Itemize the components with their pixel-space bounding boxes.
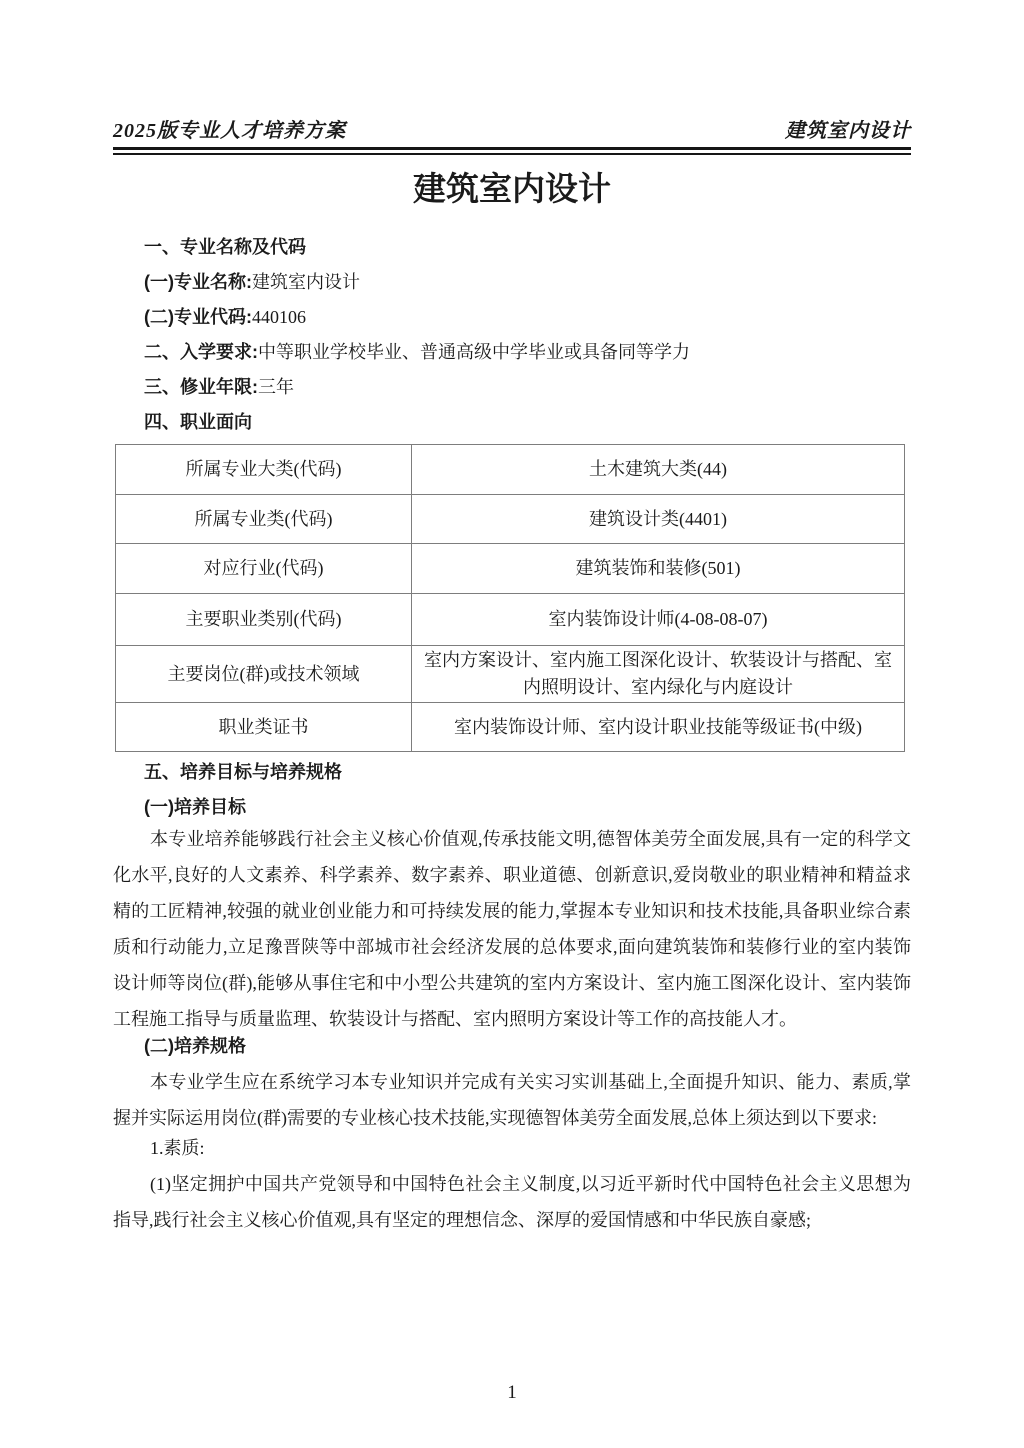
occupation-table-value-cell: 室内装饰设计师(4-08-08-07)	[412, 594, 905, 646]
page-number: 1	[507, 1382, 517, 1403]
study-duration-label: 三、修业年限:	[144, 377, 258, 397]
entry-requirement-label: 二、入学要求:	[144, 342, 258, 362]
quality-heading: 1.素质:	[150, 1138, 205, 1158]
occupation-table-value-cell: 室内方案设计、室内施工图深化设计、软装设计与搭配、室内照明设计、室内绿化与内庭设计	[412, 646, 905, 703]
entry-requirement-value: 中等职业学校毕业、普通高级中学毕业或具备同等学力	[258, 342, 690, 362]
section-heading-4	[113, 405, 911, 440]
table-row	[116, 646, 905, 703]
section-item-entry-requirement	[113, 335, 911, 370]
section-heading-1-label: 一、专业名称及代码	[144, 237, 306, 257]
section-heading-4-label: 四、职业面向	[144, 412, 252, 432]
table-row	[116, 703, 905, 752]
running-header-right: 建筑室内设计	[785, 120, 911, 142]
running-header	[113, 0, 911, 144]
major-name-value: 建筑室内设计	[251, 272, 360, 292]
occupation-table-value-cell: 室内装饰设计师、室内设计职业技能等级证书(中级)	[412, 703, 905, 752]
occupation-table-label-cell: 主要岗位(群)或技术领域	[116, 646, 412, 703]
occupation-table	[115, 444, 905, 752]
occupation-table-label-cell: 职业类证书	[116, 703, 412, 752]
table-row	[116, 495, 905, 544]
training-goal-heading-label: (一)培养目标	[144, 797, 246, 817]
study-duration-value: 三年	[258, 377, 294, 397]
occupation-table-label-cell: 主要职业类别(代码)	[116, 594, 412, 646]
section-item-study-duration	[113, 370, 911, 405]
training-spec-paragraph: 本专业学生应在系统学习本专业知识并完成有关实习实训基础上,全面提升知识、能力、素质,掌握并实际运用岗位(群)需要的专业核心技术技能,实现德智体美劳全面发展,总体上须达到以下要求:	[113, 1072, 911, 1128]
header-double-rule	[113, 147, 911, 155]
occupation-table-label-cell: 所属专业类(代码)	[116, 495, 412, 544]
running-header-left: 2025版专业人才培养方案	[113, 120, 346, 142]
section-item-major-code	[113, 300, 911, 335]
occupation-table-label-cell: 所属专业大类(代码)	[116, 445, 412, 495]
section-item-major-name	[113, 265, 911, 300]
section-heading-1	[113, 230, 911, 265]
occupation-table-value-cell: 建筑装饰和装修(501)	[412, 544, 905, 594]
quality-item-1: (1)坚定拥护中国共产党领导和中国特色社会主义制度,以习近平新时代中国特色社会主义思想为指导,践行社会主义核心价值观,具有坚定的理想信念、深厚的爱国情感和中华民族自豪感;	[113, 1174, 911, 1230]
section-heading-5-label: 五、培养目标与培养规格	[144, 762, 342, 782]
major-name-label: (一)专业名称:	[144, 272, 252, 292]
table-row	[116, 594, 905, 646]
quality-block	[113, 1130, 911, 1238]
occupation-table-value-cell: 土木建筑大类(44)	[412, 445, 905, 495]
table-row	[116, 544, 905, 594]
training-goal-paragraph: 本专业培养能够践行社会主义核心价值观,传承技能文明,德智体美劳全面发展,具有一定的科学文化水平,良好的人文素养、科学素养、数字素养、职业道德、创新意识,爱岗敬业的职业精神和精益求精的工匠精神,较强的就业创业能力和可持续发展的能力,掌握本专业知识和技术技能,具备职业综合素质和行动能力,立足豫晋陕等中部城市社会经济发展的总体要求,面向建筑装饰和装修行业的室内装饰设计师等岗位(群),能够从事住宅和中小型公共建筑的室内方案设计、室内施工图深化设计、室内装饰工程施工指导与质量监理、软装设计与搭配、室内照明方案设计等工作的高技能人才。	[113, 829, 911, 1029]
occupation-table-value-cell: 建筑设计类(4401)	[412, 495, 905, 544]
major-code-label: (二)专业代码:	[144, 307, 252, 327]
major-code-value: 440106	[251, 307, 306, 327]
table-row	[116, 445, 905, 495]
document-title: 建筑室内设计	[413, 172, 611, 208]
training-spec-heading-label: (二)培养规格	[144, 1036, 246, 1056]
section-list	[113, 230, 911, 440]
subsection-training-goal-heading	[113, 790, 911, 825]
occupation-table-label-cell: 对应行业(代码)	[116, 544, 412, 594]
section-heading-5	[113, 755, 911, 790]
